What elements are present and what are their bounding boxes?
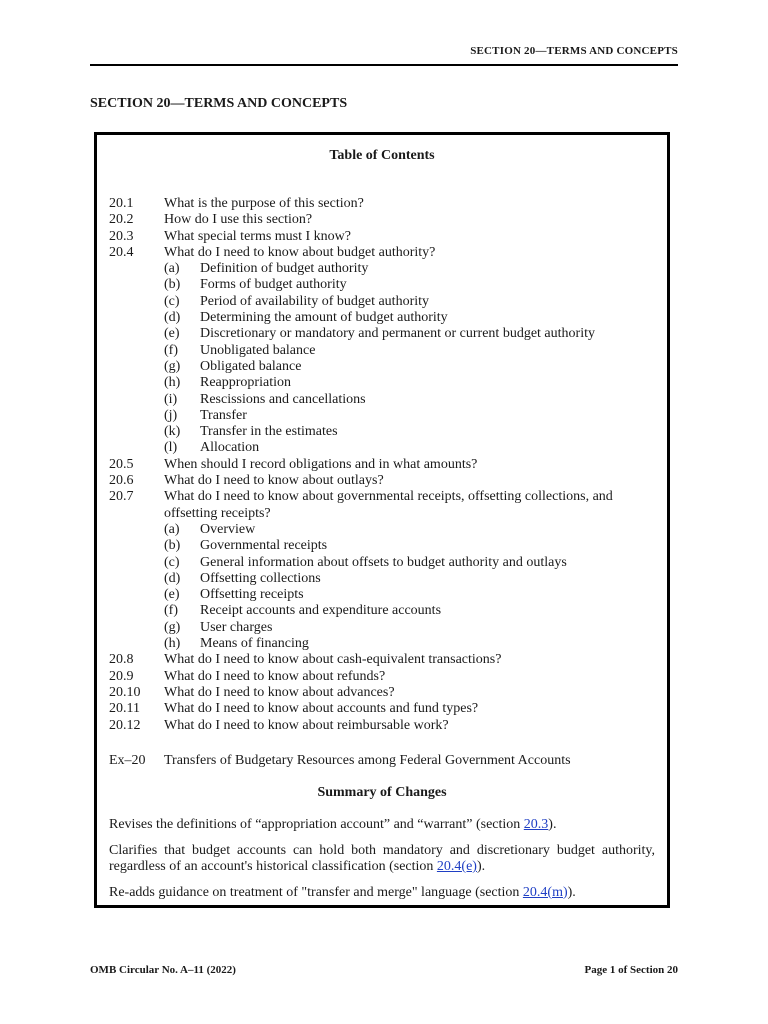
toc-subentry-letter: (d) (164, 570, 181, 586)
exhibit-title: Transfers of Budgetary Resources among Federal Government Accounts (164, 753, 571, 768)
toc-list (109, 196, 655, 734)
toc-entry-title: What do I need to know about budget authority? (164, 244, 436, 260)
summary-heading: Summary of Changes (317, 785, 447, 800)
toc-subentry (109, 636, 655, 652)
toc-entry-number (109, 408, 164, 424)
section-link[interactable]: 20.3 (523, 817, 549, 832)
toc-subentry (109, 620, 655, 636)
toc-entry-title: What do I need to know about governmental receipts, offsetting collections, and offsetting receipts? (164, 489, 613, 521)
change-item (109, 885, 655, 902)
change-text: Re-adds guidance on treatment of "transfer and merge" language (section (109, 884, 523, 900)
toc-entry-body (164, 669, 655, 685)
toc-entry-title: Means of financing (200, 636, 309, 652)
toc-entry-number (109, 343, 164, 359)
footer-page-number: Page 1 of Section 20 (584, 964, 678, 976)
toc-entry-body (164, 375, 655, 391)
toc-subentry (109, 277, 655, 293)
toc-subentry (109, 538, 655, 554)
toc-entry-number: 20.4 (109, 244, 134, 260)
toc-entry (109, 196, 655, 212)
toc-entry-number (109, 522, 164, 538)
toc-entry-number (109, 571, 164, 587)
toc-entry-title: What do I need to know about outlays? (164, 473, 384, 489)
toc-entry (109, 229, 655, 245)
change-text-end: ). (567, 884, 576, 900)
running-header: SECTION 20—TERMS AND CONCEPTS (470, 45, 678, 57)
toc-entry-body (164, 636, 655, 652)
toc-entry-body (164, 440, 655, 456)
toc-subentry-letter: (f) (164, 603, 178, 619)
toc-entry-title: When should I record obligations and in what amounts? (164, 456, 478, 472)
toc-subentry (109, 424, 655, 440)
toc-entry-body (164, 212, 655, 228)
toc-entry-title: Obligated balance (200, 358, 302, 374)
toc-entry-number: 20.2 (109, 212, 134, 228)
toc-entry-title: Offsetting receipts (200, 587, 304, 603)
toc-entry-body (164, 652, 655, 668)
toc-entry-number (109, 375, 164, 391)
toc-entry (109, 701, 655, 717)
change-text-end: ). (548, 817, 557, 832)
toc-heading: Table of Contents (329, 148, 435, 163)
toc-entry (109, 212, 655, 228)
toc-subentry (109, 294, 655, 310)
toc-subentry-letter: (e) (164, 587, 180, 603)
change-item (109, 817, 655, 834)
toc-entry-body (164, 277, 655, 293)
toc-subentry (109, 522, 655, 538)
toc-subentry (109, 261, 655, 277)
toc-entry-number: 20.1 (109, 196, 134, 211)
change-item (109, 843, 655, 876)
toc-entry-number (109, 261, 164, 277)
toc-subentry-letter: (c) (164, 554, 180, 570)
toc-subentry-letter: (f) (164, 342, 178, 358)
toc-subentry (109, 571, 655, 587)
toc-entry-number (109, 440, 164, 456)
toc-subentry (109, 310, 655, 326)
toc-entry (109, 718, 655, 734)
toc-entry-number: 20.10 (109, 684, 141, 700)
toc-entry-title: Offsetting collections (200, 570, 321, 586)
toc-entry (109, 457, 655, 473)
toc-entry-body (164, 489, 655, 522)
header-rule (90, 64, 678, 66)
toc-entry-body (164, 718, 655, 734)
toc-entry-title: Transfer (200, 407, 247, 423)
toc-entry-body (164, 603, 655, 619)
toc-subentry-letter: (a) (164, 521, 180, 537)
toc-entry-number: 20.12 (109, 717, 141, 733)
toc-subentry-letter: (b) (164, 277, 181, 293)
toc-entry-number (109, 587, 164, 603)
toc-entry-body (164, 294, 655, 310)
toc-entry-number (109, 620, 164, 636)
toc-entry-body (164, 408, 655, 424)
toc-entry-title: What do I need to know about cash-equivalent transactions? (164, 652, 502, 668)
toc-entry-body (164, 245, 655, 261)
toc-entry-body (164, 326, 655, 342)
toc-entry-title: Overview (200, 521, 256, 537)
toc-entry-title: What do I need to know about advances? (164, 684, 395, 700)
toc-subentry (109, 587, 655, 603)
toc-subentry-letter: (e) (164, 326, 180, 342)
toc-entry-body (164, 310, 655, 326)
toc-entry-title: What special terms must I know? (164, 228, 352, 244)
toc-entry-body (164, 261, 655, 277)
toc-entry (109, 489, 655, 522)
toc-subentry (109, 603, 655, 619)
toc-subentry-letter: (h) (164, 375, 181, 391)
toc-entry-number (109, 277, 164, 293)
change-text: Revises the definitions of “appropriation account” and “warrant” (section (109, 817, 524, 832)
toc-entry-title: Period of availability of budget authority (200, 293, 430, 309)
toc-subentry-letter: (j) (164, 407, 178, 423)
toc-entry (109, 685, 655, 701)
toc-subentry (109, 408, 655, 424)
toc-subentry-letter: (i) (164, 391, 178, 407)
toc-entry-title: Unobligated balance (200, 342, 316, 358)
toc-entry-title: Allocation (200, 440, 260, 456)
toc-entry-title: What do I need to know about accounts and fund types? (164, 701, 479, 717)
summary-of-changes (109, 817, 655, 910)
toc-subentry (109, 359, 655, 375)
toc-entry-body (164, 359, 655, 375)
toc-entry-title: User charges (200, 619, 273, 635)
toc-entry-number (109, 310, 164, 326)
toc-entry-title: Determining the amount of budget authority (200, 310, 448, 326)
toc-entry-body (164, 538, 655, 554)
toc-entry-number (109, 424, 164, 440)
toc-entry-body (164, 555, 655, 571)
toc-entry-title: Forms of budget authority (200, 277, 347, 293)
toc-entry-title: Discretionary or mandatory and permanent or current budget authority (200, 326, 595, 342)
toc-entry-body (164, 701, 655, 717)
section-link[interactable]: 20.4(m) (522, 884, 568, 900)
toc-entry-title: Definition of budget authority (200, 261, 369, 277)
exhibit-number: Ex–20 (109, 753, 146, 768)
toc-subentry-letter: (g) (164, 619, 181, 635)
toc-entry-body (164, 196, 655, 212)
change-text: Clarifies that budget accounts can hold both mandatory and discretionary budget authority, regardless of an account's historical classification (section (109, 842, 655, 874)
toc-entry-body (164, 587, 655, 603)
toc-subentry (109, 392, 655, 408)
toc-entry-body (164, 424, 655, 440)
toc-entry-title: Governmental receipts (200, 538, 328, 554)
footer-circular-label: OMB Circular No. A–11 (2022) (90, 964, 236, 976)
toc-entry-number (109, 555, 164, 571)
section-title: SECTION 20—TERMS AND CONCEPTS (90, 96, 348, 111)
toc-entry-body (164, 457, 655, 473)
toc-entry (109, 473, 655, 489)
toc-entry-body (164, 343, 655, 359)
toc-entry-number (109, 538, 164, 554)
toc-entry-number (109, 359, 164, 375)
toc-subentry-letter: (h) (164, 636, 181, 652)
toc-subentry (109, 440, 655, 456)
toc-entry-body (164, 620, 655, 636)
toc-entry-title: Transfer in the estimates (200, 424, 338, 440)
toc-entry-body (164, 685, 655, 701)
toc-subentry-letter: (g) (164, 358, 181, 374)
change-text-end: ). (476, 859, 486, 874)
toc-entry-body (164, 473, 655, 489)
toc-entry-title: General information about offsets to budget authority and outlays (200, 554, 567, 570)
toc-entry-number: 20.9 (109, 668, 134, 684)
toc-exhibit-entry (109, 753, 655, 769)
toc-subentry (109, 555, 655, 571)
toc-entry (109, 669, 655, 685)
toc-entry-title: What do I need to know about reimbursable work? (164, 717, 449, 733)
toc-entry-body (164, 229, 655, 245)
toc-entry-number: 20.3 (109, 228, 134, 244)
toc-entry (109, 652, 655, 668)
table-of-contents-box (94, 132, 670, 908)
toc-entry-number: 20.11 (109, 701, 140, 717)
section-link[interactable]: 20.4(e) (436, 859, 477, 874)
toc-subentry-letter: (c) (164, 293, 180, 309)
toc-subentry-letter: (d) (164, 310, 181, 326)
toc-entry-body (164, 392, 655, 408)
toc-entry-title: What is the purpose of this section? (164, 196, 364, 211)
toc-entry-number: 20.7 (109, 489, 134, 505)
toc-entry-number (109, 603, 164, 619)
toc-entry-number: 20.6 (109, 473, 134, 489)
toc-entry-body (164, 522, 655, 538)
toc-subentry-letter: (b) (164, 538, 181, 554)
toc-entry (109, 245, 655, 261)
toc-entry-number (109, 326, 164, 342)
toc-entry-body (164, 571, 655, 587)
toc-subentry (109, 326, 655, 342)
toc-entry-title: Rescissions and cancellations (200, 391, 366, 407)
toc-entry-number: 20.5 (109, 456, 134, 472)
toc-subentry (109, 375, 655, 391)
toc-subentry-letter: (a) (164, 261, 180, 277)
toc-entry-title: Reappropriation (200, 375, 291, 391)
toc-entry-title: What do I need to know about refunds? (164, 668, 386, 684)
toc-subentry-letter: (l) (164, 440, 178, 456)
toc-entry-number (109, 294, 164, 310)
toc-subentry-letter: (k) (164, 424, 181, 440)
toc-entry-title: Receipt accounts and expenditure accounts (200, 603, 442, 619)
toc-entry-title: How do I use this section? (164, 212, 313, 228)
toc-entry-number: 20.8 (109, 652, 134, 668)
toc-entry-number (109, 636, 164, 652)
toc-subentry (109, 343, 655, 359)
toc-entry-number (109, 392, 164, 408)
